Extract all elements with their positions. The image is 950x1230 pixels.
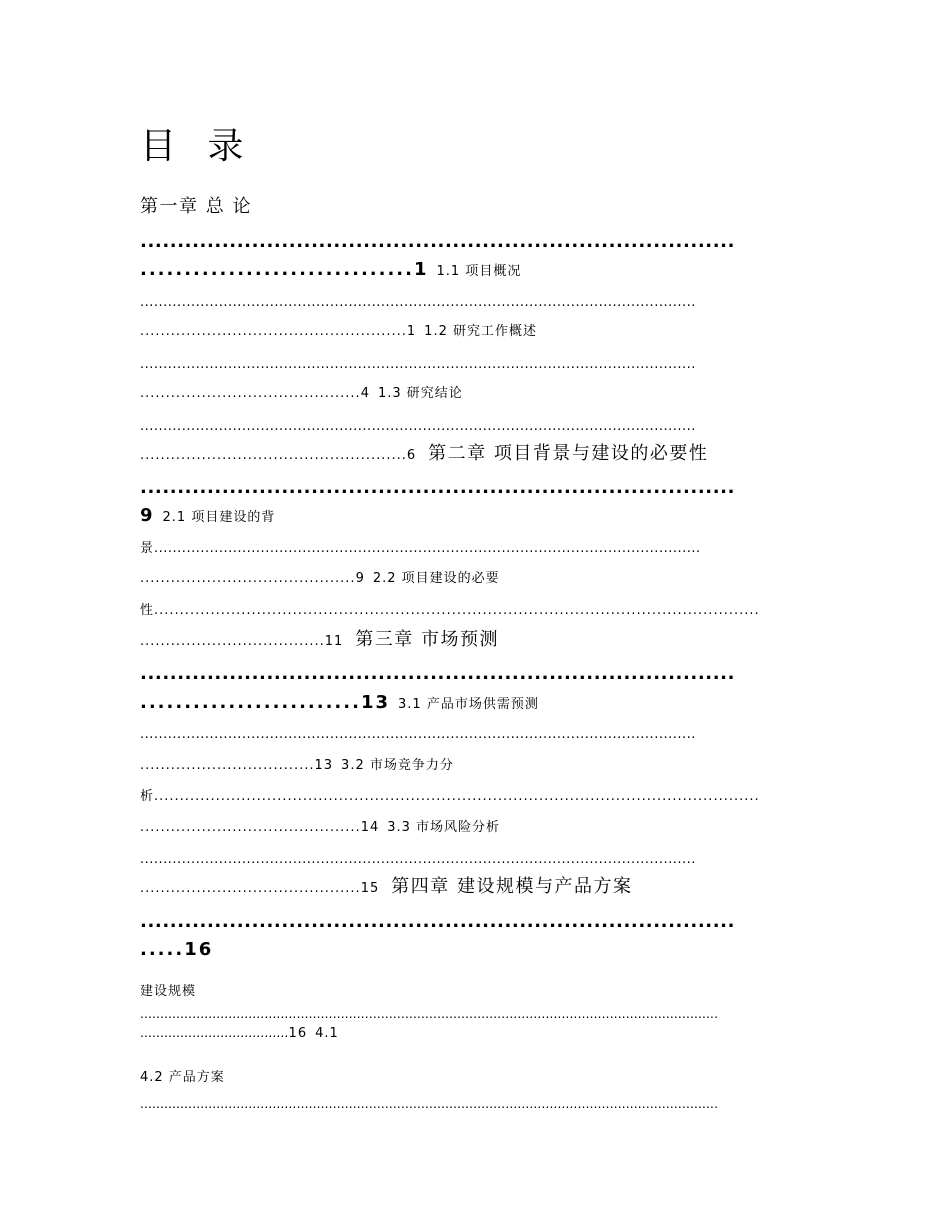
toc-leader-dots: ................................................................................: [140, 911, 736, 932]
toc-line: [140, 569, 500, 589]
toc-section-title: 1.2 研究工作概述: [424, 324, 537, 339]
toc-leader-dots: ......................................................................................................................: [154, 603, 760, 618]
toc-line: [140, 384, 463, 404]
toc-chapter-4-title: 第四章 建设规模与产品方案: [391, 876, 633, 897]
toc-section-title: 4.2 产品方案: [140, 1070, 225, 1085]
toc-section-title: 1.3 研究结论: [377, 386, 463, 401]
toc-chapter-1-title: 第一章 总 论: [140, 196, 252, 217]
toc-leader-dots: ................................................................................: [140, 231, 736, 252]
toc-line: [140, 937, 213, 963]
toc-page-number: 1: [413, 259, 429, 280]
toc-leader-dots: .....................................: [140, 1026, 289, 1040]
toc-page-number: 16: [288, 1026, 308, 1041]
toc-line: [140, 539, 808, 559]
toc-page-number: 9: [355, 571, 365, 586]
toc-page-number: 4: [360, 386, 370, 401]
toc-line: [140, 627, 499, 653]
toc-page-number: 14: [360, 820, 380, 835]
toc-line: [140, 503, 275, 529]
toc-leader-dots: ......................................................................................................................: [154, 541, 701, 556]
toc-line: [140, 874, 632, 900]
toc-page-number: 13: [360, 692, 391, 713]
toc-section-number: 4.1: [315, 1026, 339, 1041]
toc-line: [140, 257, 521, 283]
toc-leader-dots: ........................................................................................................................: [140, 852, 696, 867]
toc-section-title: 析: [140, 789, 155, 804]
toc-leader-dots: ........................................................................................................................: [140, 295, 696, 310]
toc-line: [140, 441, 708, 467]
toc-line: [140, 322, 537, 342]
toc-line: [140, 787, 808, 807]
toc-leader-dots: ....................................................: [140, 448, 407, 463]
toc-leader-dots: ...........................................: [140, 386, 361, 401]
toc-line: [140, 1024, 339, 1044]
toc-leader-dots: ................................................................................................................................................: [140, 1097, 719, 1111]
toc-line: [140, 756, 454, 776]
toc-leader-dots: ........................................................................................................................: [140, 727, 696, 742]
toc-section-title: 景: [140, 541, 155, 556]
toc-section-title: 2.1 项目建设的背: [162, 510, 276, 525]
toc-leader-dots: .....: [140, 939, 185, 960]
toc-page-number: 1: [406, 324, 417, 339]
toc-page-number: 13: [314, 758, 334, 773]
toc-line: [140, 818, 500, 838]
toc-leader-dots: ........................................................................................................................: [140, 357, 696, 372]
toc-page-number: 11: [324, 634, 344, 649]
toc-section-title: 3.3 市场风险分析: [387, 820, 501, 835]
toc-leader-dots: ........................................................................................................................: [140, 419, 696, 434]
toc-title: 目 录: [140, 126, 254, 167]
toc-leader-dots: ...........................................: [140, 881, 361, 896]
toc-chapter-3-title: 第三章 市场预测: [355, 629, 500, 650]
toc-leader-dots: ....................................................: [140, 324, 407, 339]
toc-section-title: 性: [140, 603, 155, 618]
toc-leader-dots: ...............................: [140, 259, 414, 280]
toc-page-number: 15: [360, 881, 380, 896]
toc-page-number: 16: [184, 939, 214, 960]
toc-page-number: 9: [140, 505, 155, 526]
toc-section-title: 1.1 项目概况: [436, 264, 522, 279]
toc-page-number: 6: [406, 448, 417, 463]
toc-line: [140, 690, 539, 716]
toc-section-title: 2.2 项目建设的必要: [372, 571, 500, 586]
toc-leader-dots: .........................: [140, 692, 361, 713]
toc-leader-dots: ..................................: [140, 758, 315, 773]
toc-section-title: 3.2 市场竞争力分: [341, 758, 454, 773]
toc-leader-dots: ................................................................................: [140, 477, 736, 498]
toc-leader-dots: ................................................................................................................................................: [140, 1007, 719, 1021]
toc-chapter-2-title: 第二章 项目背景与建设的必要性: [428, 443, 709, 464]
toc-leader-dots: ..........................................: [140, 571, 356, 586]
toc-leader-dots: ................................................................................: [140, 663, 736, 684]
toc-line: [140, 601, 808, 621]
toc-section-title: 3.1 产品市场供需预测: [398, 697, 539, 712]
toc-section-title: 建设规模: [140, 984, 197, 999]
toc-leader-dots: ......................................................................................................................: [154, 789, 760, 804]
toc-leader-dots: ...........................................: [140, 820, 361, 835]
toc-leader-dots: ....................................: [140, 634, 325, 649]
